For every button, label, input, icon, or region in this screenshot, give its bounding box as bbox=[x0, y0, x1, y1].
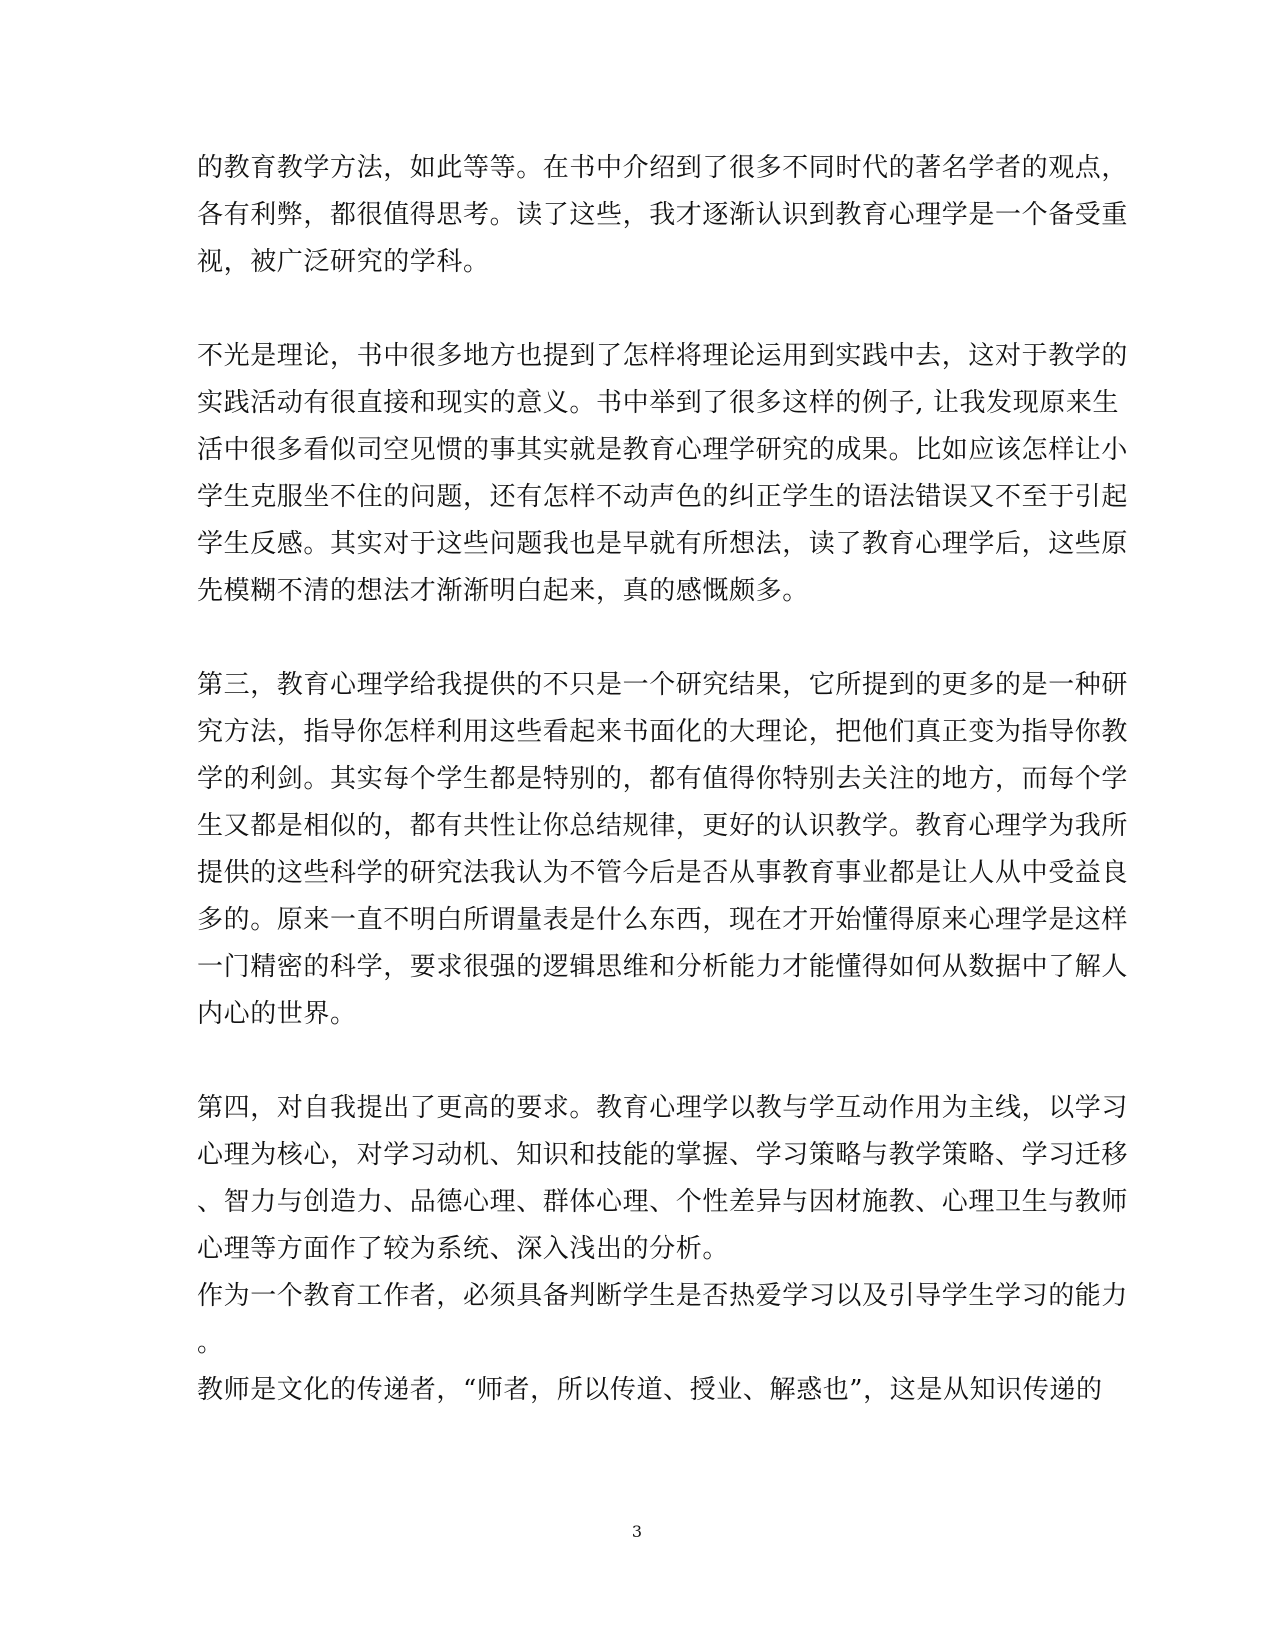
text-line: 活中很多看似司空见惯的事其实就是教育心理学研究的成果。比如应该怎样让小 bbox=[197, 435, 1129, 465]
text-line: 学生克服坐不住的问题，还有怎样不动声色的纠正学生的语法错误又不至于引起 bbox=[197, 482, 1129, 512]
text-line: 先模糊不清的想法才渐渐明白起来，真的感慨颇多。 bbox=[197, 576, 809, 606]
text-line: 一门精密的科学，要求很强的逻辑思维和分析能力才能懂得如何从数据中了解人 bbox=[197, 952, 1129, 982]
text-line: 多的。原来一直不明白所谓量表是什么东西，现在才开始懂得原来心理学是这样 bbox=[197, 905, 1129, 935]
text-line: 究方法，指导你怎样利用这些看起来书面化的大理论，把他们真正变为指导你教 bbox=[197, 717, 1129, 747]
text-line: 第三，教育心理学给我提供的不只是一个研究结果，它所提到的更多的是一种研 bbox=[197, 670, 1129, 700]
text-line: 作为一个教育工作者，必须具备判断学生是否热爱学习以及引导学生学习的能力 bbox=[197, 1281, 1129, 1311]
text-line: 。 bbox=[197, 1328, 224, 1358]
text-line: 不光是理论，书中很多地方也提到了怎样将理论运用到实践中去，这对于教学的 bbox=[197, 341, 1129, 371]
page-number: 3 bbox=[631, 1522, 643, 1541]
text-line: 心理等方面作了较为系统、深入浅出的分析。 bbox=[197, 1234, 730, 1264]
text-line: 、智力与创造力、品德心理、群体心理、个性差异与因材施教、心理卫生与教师 bbox=[197, 1187, 1129, 1217]
text-line: 各有利弊，都很值得思考。读了这些，我才逐渐认识到教育心理学是一个备受重 bbox=[197, 200, 1129, 230]
text-line: 学生反感。其实对于这些问题我也是早就有所想法，读了教育心理学后，这些原 bbox=[197, 529, 1129, 559]
text-line: 的教育教学方法，如此等等。在书中介绍到了很多不同时代的著名学者的观点， bbox=[197, 153, 1129, 183]
text-line: 生又都是相似的，都有共性让你总结规律，更好的认识教学。教育心理学为我所 bbox=[197, 811, 1129, 841]
text-line: 内心的世界。 bbox=[197, 999, 357, 1029]
text-line: 教师是文化的传递者，“师者，所以传道、授业、解惑也”，这是从知识传递的 bbox=[197, 1375, 1103, 1405]
text-line: 实践活动有很直接和现实的意义。书中举到了很多这样的例子, 让我发现原来生 bbox=[197, 388, 1120, 418]
text-line: 第四，对自我提出了更高的要求。教育心理学以教与学互动作用为主线，以学习 bbox=[197, 1093, 1129, 1123]
text-line: 心理为核心，对学习动机、知识和技能的掌握、学习策略与教学策略、学习迁移 bbox=[197, 1140, 1129, 1170]
text-line: 视，被广泛研究的学科。 bbox=[197, 247, 490, 277]
text-line: 提供的这些科学的研究法我认为不管今后是否从事教育事业都是让人从中受益良 bbox=[197, 858, 1129, 888]
text-line: 学的利剑。其实每个学生都是特别的，都有值得你特别去关注的地方，而每个学 bbox=[197, 764, 1129, 794]
